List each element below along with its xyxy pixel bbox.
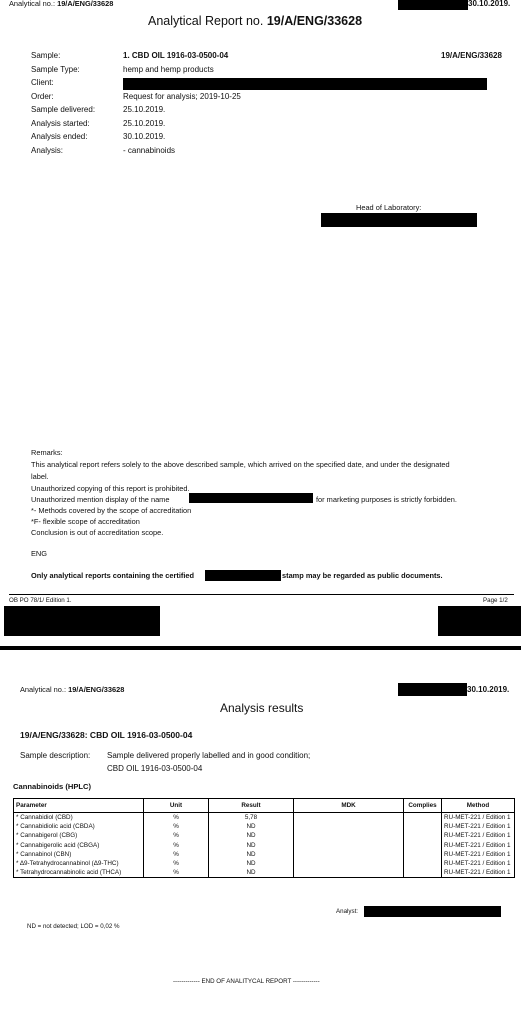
cell-complies <box>404 868 442 878</box>
table-row <box>14 831 515 840</box>
column-header: MDK <box>294 799 404 813</box>
cell-complies <box>404 841 442 850</box>
cell-method: RU-MET-221 / Edition 1 <box>442 859 515 868</box>
field-label: Analysis: <box>31 146 64 155</box>
cell-method: RU-MET-221 / Edition 1 <box>442 822 515 831</box>
cell-method: RU-MET-221 / Edition 1 <box>442 831 515 840</box>
results-table <box>13 798 515 878</box>
analytical-no: Analytical no.: 19/A/ENG/33628 <box>9 0 114 8</box>
report-page-2 <box>0 650 521 1024</box>
column-header: Unit <box>144 799 209 813</box>
redacted-block <box>398 683 467 696</box>
remark-line: for marketing purposes is strictly forbidden. <box>316 495 457 504</box>
cell-parameter: * Cannabigerol (CBG) <box>14 831 144 840</box>
analytical-no: Analytical no.: 19/A/ENG/33628 <box>20 685 125 694</box>
sample-heading: 19/A/ENG/33628: CBD OIL 1916-03-0500-04 <box>20 730 193 740</box>
section-heading: Cannabinoids (HPLC) <box>13 782 92 791</box>
cell-unit: % <box>144 831 209 840</box>
table-row <box>14 859 515 868</box>
redacted-block <box>123 78 487 90</box>
cell-complies <box>404 850 442 859</box>
analyst-label: Analyst: <box>336 908 359 915</box>
remark-line: Conclusion is out of accreditation scope. <box>31 528 164 537</box>
field-label: Sample Type: <box>31 65 80 74</box>
redacted-block <box>321 213 477 227</box>
cell-parameter: * Cannabidiolic acid (CBDA) <box>14 822 144 831</box>
field-value: Request for analysis; 2019-10-25 <box>123 92 241 101</box>
report-date: 30.10.2019. <box>467 685 510 694</box>
field-label: Analysis started: <box>31 119 90 128</box>
redacted-block <box>189 493 313 503</box>
remark-line: *F- flexible scope of accreditation <box>31 517 140 526</box>
field-value: - cannabinoids <box>123 146 176 155</box>
table-row <box>14 850 515 859</box>
cell-result: ND <box>209 859 294 868</box>
field-label: Sample delivered: <box>31 105 96 114</box>
results-title: Analysis results <box>220 701 304 715</box>
certified-note-a: Only analytical reports containing the certified <box>31 571 195 580</box>
footer-divider <box>9 594 514 595</box>
cell-mdk <box>294 850 404 859</box>
remark-line: This analytical report refers solely to the above described sample, which arrived on the specified date, and under the designated <box>31 460 450 469</box>
cell-result: ND <box>209 868 294 878</box>
cell-unit: % <box>144 822 209 831</box>
cell-mdk <box>294 822 404 831</box>
field-value: 25.10.2019. <box>123 119 166 128</box>
cell-method: RU-MET-221 / Edition 1 <box>442 850 515 859</box>
cell-complies <box>404 813 442 823</box>
cell-method: RU-MET-221 / Edition 1 <box>442 841 515 850</box>
cell-mdk <box>294 868 404 878</box>
cell-parameter: * Δ9-Tetrahydrocannabinol (Δ9-THC) <box>14 859 144 868</box>
redacted-block <box>4 606 160 636</box>
field-label: Sample: <box>31 51 61 60</box>
column-header: Complies <box>404 799 442 813</box>
remark-line: Unauthorized mention display of the name <box>31 495 170 504</box>
field-label: Client: <box>31 78 54 87</box>
sample-ref: 19/A/ENG/33628 <box>441 51 502 60</box>
cell-complies <box>404 822 442 831</box>
footer-edition: OB PO 78/1/ Edition 1. <box>9 597 72 604</box>
redacted-block <box>205 570 281 581</box>
table-row <box>14 841 515 850</box>
table-row <box>14 813 515 823</box>
cell-unit: % <box>144 841 209 850</box>
redacted-block <box>438 606 521 636</box>
cell-unit: % <box>144 850 209 859</box>
cell-parameter: * Cannabigerolic acid (CBGA) <box>14 841 144 850</box>
cell-unit: % <box>144 868 209 878</box>
cell-result: ND <box>209 831 294 840</box>
field-value: hemp and hemp products <box>123 65 214 74</box>
column-header: Result <box>209 799 294 813</box>
table-header-row <box>14 799 515 813</box>
cell-parameter: * Cannabidiol (CBD) <box>14 813 144 823</box>
redacted-block <box>398 0 468 10</box>
column-header: Method <box>442 799 515 813</box>
cell-result: ND <box>209 822 294 831</box>
table-row <box>14 822 515 831</box>
cell-complies <box>404 859 442 868</box>
field-value: 1. CBD OIL 1916-03-0500-04 <box>123 51 229 60</box>
cell-mdk <box>294 841 404 850</box>
head-of-lab-label: Head of Laboratory: <box>356 203 422 212</box>
field-value: 30.10.2019. <box>123 132 166 141</box>
sample-description: CBD OIL 1916-03-0500-04 <box>107 764 203 773</box>
report-date: 30.10.2019. <box>468 0 511 8</box>
certified-note-b: stamp may be regarded as public documents. <box>282 571 443 580</box>
field-label: Order: <box>31 92 54 101</box>
remark-line: Unauthorized copying of this report is prohibited. <box>31 484 190 493</box>
cell-result: ND <box>209 841 294 850</box>
cell-unit: % <box>144 813 209 823</box>
redacted-block <box>364 906 501 917</box>
cell-complies <box>404 831 442 840</box>
cell-mdk <box>294 813 404 823</box>
cell-mdk <box>294 831 404 840</box>
sample-description-label: Sample description: <box>20 751 91 760</box>
cell-parameter: * Tetrahydrocannabinolic acid (THCA) <box>14 868 144 878</box>
end-of-report: ------------- END OF ANALITYCAL REPORT ------------- <box>173 978 320 985</box>
cell-mdk <box>294 859 404 868</box>
cell-unit: % <box>144 859 209 868</box>
remark-line: *- Methods covered by the scope of accreditation <box>31 506 192 515</box>
cell-result: ND <box>209 850 294 859</box>
remark-line: ENG <box>31 549 48 558</box>
field-label: Analysis ended: <box>31 132 88 141</box>
cell-method: RU-MET-221 / Edition 1 <box>442 813 515 823</box>
cell-method: RU-MET-221 / Edition 1 <box>442 868 515 878</box>
nd-note: ND = not detected; LOD = 0,02 % <box>27 923 120 930</box>
column-header: Parameter <box>14 799 144 813</box>
field-value: 25.10.2019. <box>123 105 166 114</box>
remark-line: label. <box>31 472 49 481</box>
footer-page: Page 1/2 <box>483 597 508 604</box>
sample-description: Sample delivered properly labelled and in good condition; <box>107 751 311 760</box>
cell-parameter: * Cannabinol (CBN) <box>14 850 144 859</box>
table-row <box>14 868 515 878</box>
cell-result: 5,78 <box>209 813 294 823</box>
report-title: Analytical Report no. 19/A/ENG/33628 <box>148 14 363 28</box>
remarks-title: Remarks: <box>31 448 63 457</box>
